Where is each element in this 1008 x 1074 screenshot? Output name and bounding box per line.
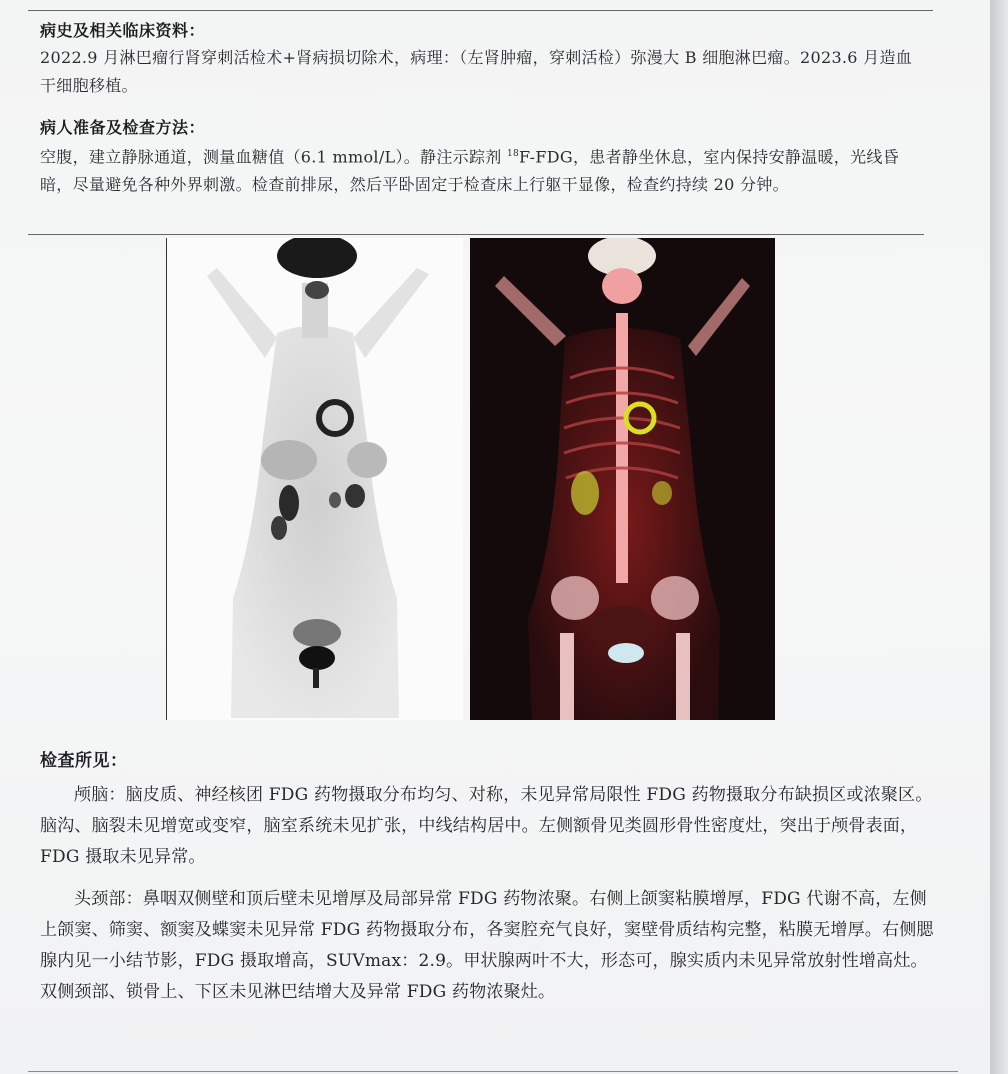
head-neck-findings: 头颈部：鼻咽双侧壁和顶后壁未见增厚及局部异常 FDG 药物浓聚。右侧上颌窦粘膜增厚，FDG 代谢不高，左侧上颌窦、筛窦、额窦及蝶窦未见异常 FDG 药物摄取分布，各窦腔充气良好，窦壁骨质结构完整，粘膜无增厚。右侧腮腺内见一小结节影，FDG 摄取增高，SUVmax：2.9。甲状腺两叶不大，形态可，腺实质内未见异常放射性增高灶。双侧颈部、锁骨上、下区未见淋巴结增大及异常 FDG 药物浓聚灶。 bbox=[40, 889, 934, 1002]
pet-ct-fusion-svg bbox=[470, 238, 775, 720]
top-divider bbox=[28, 10, 933, 11]
preparation-text-part1: 空腹，建立静脉通道，测量血糖值（6.1 mmol/L）。静注示踪剂 bbox=[40, 147, 507, 167]
pet-mip-scan-image bbox=[166, 238, 463, 720]
bottom-divider bbox=[28, 1071, 958, 1072]
pet-ct-fusion-image bbox=[470, 238, 775, 720]
history-heading: 病史及相关临床资料： bbox=[40, 21, 206, 40]
history-text: 2022.9 月淋巴瘤行肾穿刺活检术+肾病损切除术，病理：（左肾肿瘤，穿刺活检）弥漫大 B 细胞淋巴瘤。2023.6 月造血干细胞移植。 bbox=[40, 48, 913, 95]
cranium-findings: 颅脑：脑皮质、神经核团 FDG 药物摄取分布均匀、对称，未见异常局限性 FDG 药物摄取分布缺损区或浓聚区。脑沟、脑裂未见增宽或变窄，脑室系统未见扩张，中线结构居中。左侧额骨见类圆形骨性密度灶，突出于颅骨表面，FDG 摄取未见异常。 bbox=[40, 785, 933, 867]
section-divider bbox=[28, 234, 924, 235]
page-edge bbox=[990, 0, 1008, 1074]
preparation-heading: 病人准备及检查方法： bbox=[40, 118, 206, 137]
pet-mip-svg bbox=[167, 238, 463, 720]
isotope-superscript: 18 bbox=[506, 149, 519, 159]
preparation-text-part2: F-FDG，患者静坐休息，室内保持安静温暖，光线昏暗，尽量避免各种外界刺激。检查前排尿，然后平卧固定于检查床上行躯干显像，检查约持续 20 分钟。 bbox=[40, 147, 900, 195]
findings-heading: 检查所见： bbox=[40, 751, 128, 771]
preparation-text bbox=[40, 140, 920, 199]
